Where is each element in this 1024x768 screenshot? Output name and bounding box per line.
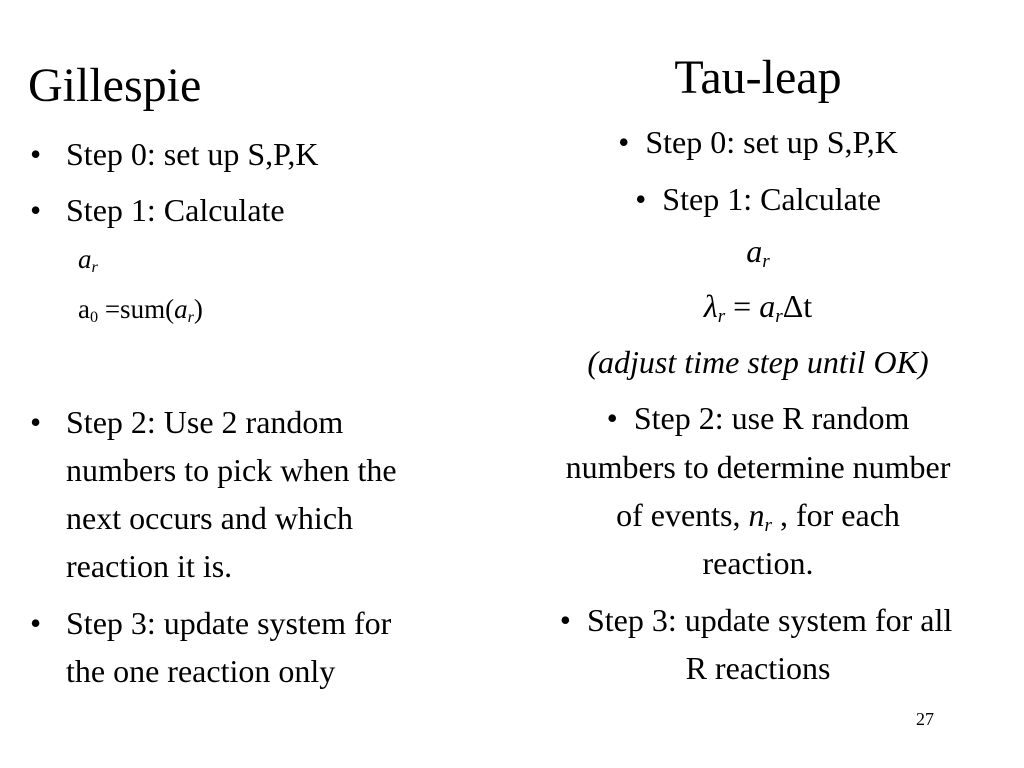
right-step0-text: Step 0: set up S,P,K (645, 124, 898, 160)
a0-ar-base: a (174, 294, 188, 324)
left-step3-line2: the one reaction only (66, 653, 336, 689)
bullet: • (30, 404, 42, 440)
right-step2-line4: reaction. (702, 545, 814, 581)
left-step2-line4: reaction it is. (66, 548, 233, 584)
right-step0 (508, 126, 1008, 158)
lambda-sub: r (717, 305, 726, 327)
right-adjust-note (508, 346, 1008, 378)
ar-base: a (746, 233, 763, 269)
right-step1 (508, 183, 1008, 215)
step2-n-sub: r (764, 514, 772, 536)
left-step0-text: Step 0: set up S,P,K (66, 136, 319, 172)
step2-line3b: , for each (771, 497, 900, 533)
a0-base: a (78, 294, 90, 324)
bullet: • (606, 400, 618, 436)
bullet: • (618, 124, 630, 160)
right-title: Tau-leap (674, 51, 842, 104)
right-step3-text1: Step 3: update system for all (586, 602, 953, 638)
right-step2-line3 (508, 497, 1008, 536)
right-step3-line1 (496, 604, 1016, 636)
lambda-a-sub: r (775, 305, 783, 327)
left-title: Gillespie (28, 59, 202, 112)
a0-sub: 0 (89, 308, 99, 327)
left-ar-formula (78, 244, 98, 277)
bullet: • (635, 181, 647, 217)
right-step3-line2: R reactions (685, 650, 831, 686)
left-a0-formula (78, 294, 203, 327)
lambda-symbol: λ (703, 288, 718, 324)
right-step2-line1 (508, 402, 1008, 434)
left-step1-text: Step 1: Calculate (66, 192, 285, 228)
ar-base: a (78, 244, 92, 274)
page-number: 27 (916, 709, 934, 729)
right-lambda-formula (508, 288, 1008, 327)
step2-line3a: of events, (616, 497, 749, 533)
right-ar-formula (508, 233, 1008, 272)
lambda-eq: = (725, 288, 760, 324)
adjust-note-text: (adjust time step until OK) (587, 344, 929, 380)
bullet: • (30, 136, 42, 172)
right-step2-text1: Step 2: use R random (633, 400, 910, 436)
left-step3-line1: Step 3: update system for (66, 605, 392, 641)
lambda-delta: Δt (782, 288, 813, 324)
right-step2-line2: numbers to determine number (565, 449, 951, 485)
bullet: • (30, 605, 42, 641)
left-step2-line3: next occurs and which (66, 500, 354, 536)
a0-close: ) (193, 294, 203, 324)
a0-eq: =sum( (98, 294, 175, 324)
left-step2-line1: Step 2: Use 2 random (66, 404, 344, 440)
bullet: • (559, 602, 571, 638)
step2-n: n (748, 497, 765, 533)
right-step1-text: Step 1: Calculate (662, 181, 881, 217)
left-step2-line2: numbers to pick when the (66, 452, 397, 488)
ar-sub: r (91, 258, 98, 277)
bullet: • (30, 192, 42, 228)
ar-sub: r (762, 250, 770, 272)
lambda-a: a (759, 288, 776, 324)
a0-ar-sub: r (187, 308, 194, 327)
